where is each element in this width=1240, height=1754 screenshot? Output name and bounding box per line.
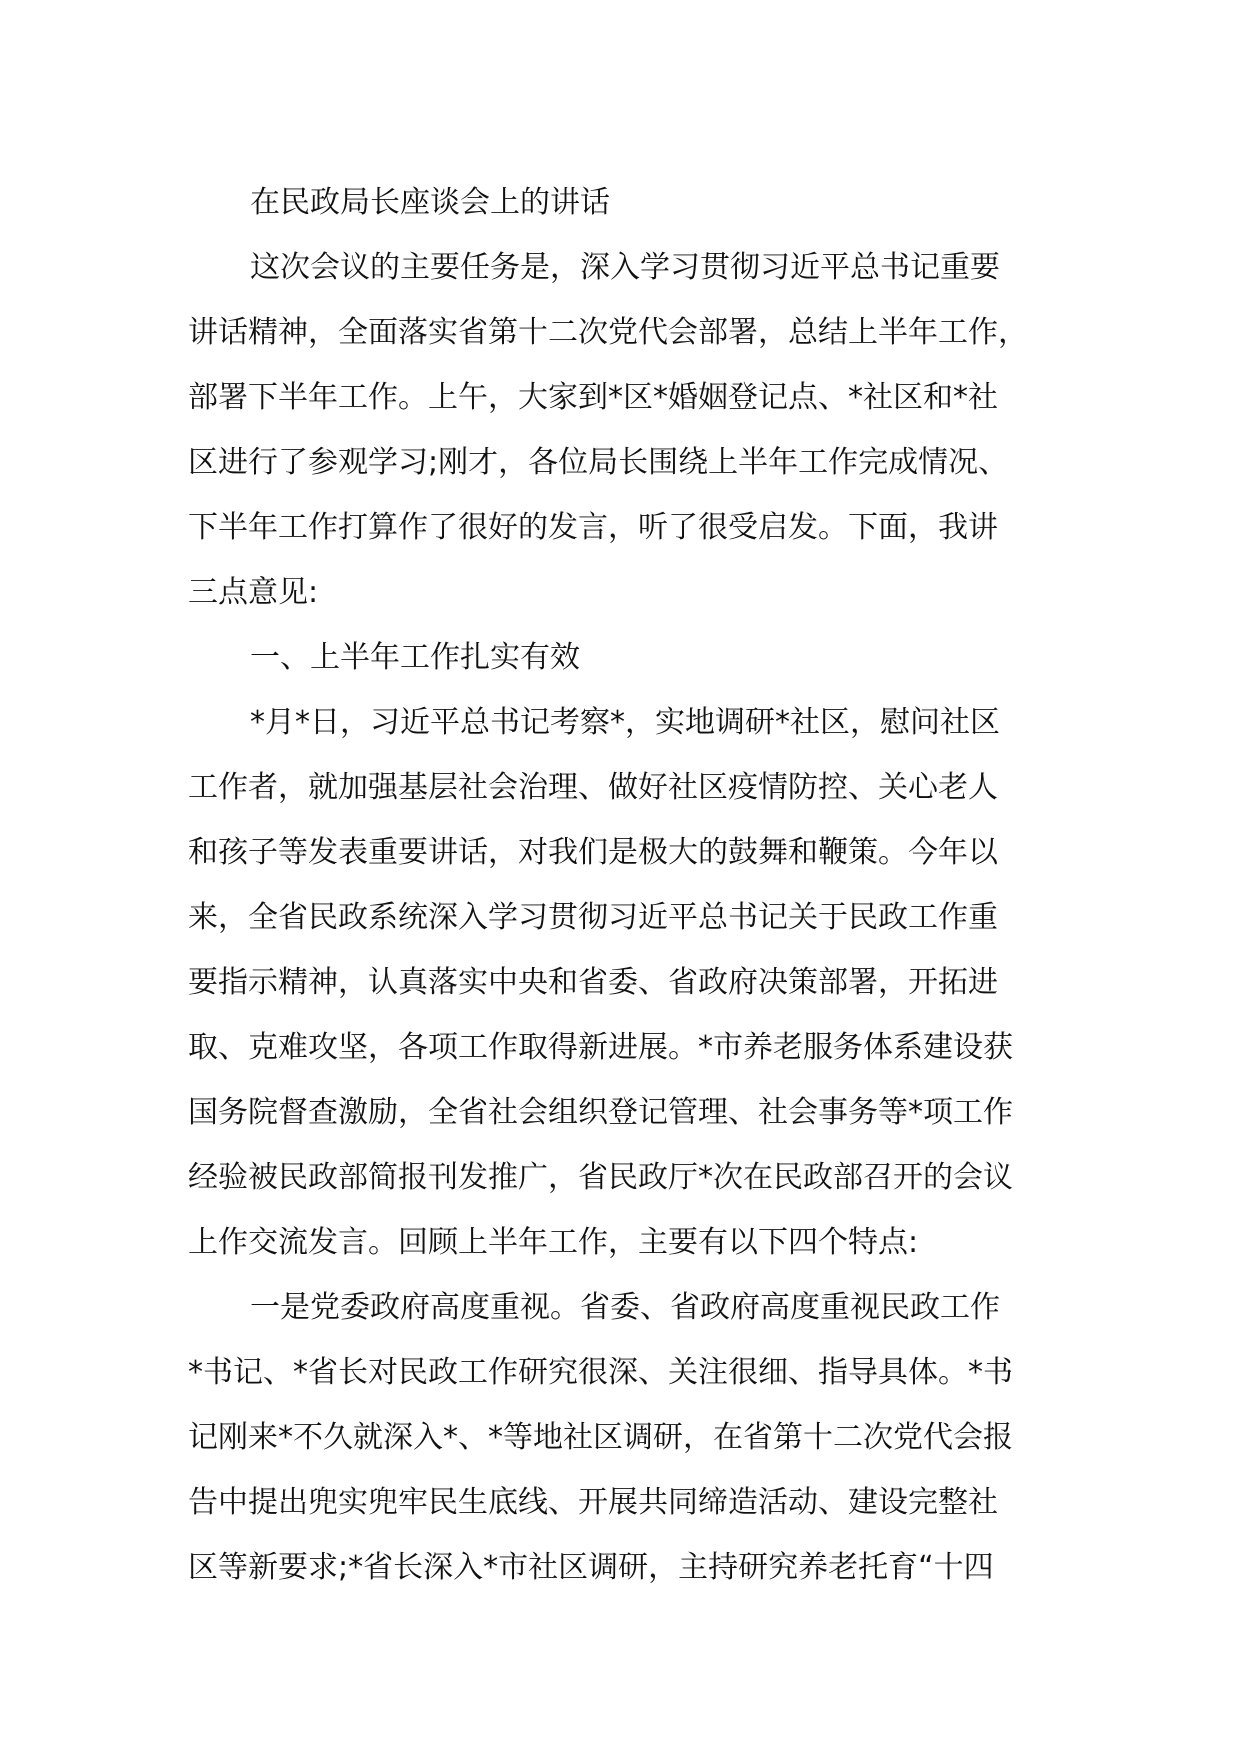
document-body [188,170,1088,1600]
paragraph-line: 三点意见: [188,575,319,610]
paragraph-line: 国务院督查激励，全省社会组织登记管理、社会事务等*项工作 [188,1095,1013,1130]
paragraph-line: 告中提出兜实兜牢民生底线、开展共同缔造活动、建设完整社 [188,1485,998,1520]
paragraph-line: 区进行了参观学习;刚才，各位局长围绕上半年工作完成情况、 [188,445,1009,480]
paragraph-line: 记刚来*不久就深入*、*等地社区调研，在省第十二次党代会报 [188,1420,1013,1455]
section-heading: 一、上半年工作扎实有效 [250,640,580,675]
paragraph-line: 上作交流发言。回顾上半年工作，主要有以下四个特点: [188,1225,919,1260]
document-title: 在民政局长座谈会上的讲话 [250,185,610,220]
paragraph-line: 一是党委政府高度重视。省委、省政府高度重视民政工作 [250,1290,1000,1325]
paragraph-line: 讲话精神，全面落实省第十二次党代会部署，总结上半年工作， [188,315,1028,350]
paragraph-line: 取、克难攻坚，各项工作取得新进展。*市养老服务体系建设获 [188,1030,1013,1065]
paragraph-line: 工作者，就加强基层社会治理、做好社区疫情防控、关心老人 [188,770,998,805]
paragraph-line: 这次会议的主要任务是，深入学习贯彻习近平总书记重要 [250,250,1000,285]
paragraph-line: 区等新要求;*省长深入*市社区调研，主持研究养老托育“十四 [188,1550,994,1585]
paragraph-line: 要指示精神，认真落实中央和省委、省政府决策部署，开拓进 [188,965,998,1000]
paragraph-line: *书记、*省长对民政工作研究很深、关注很细、指导具体。*书 [188,1355,1013,1390]
paragraph-line: 下半年工作打算作了很好的发言，听了很受启发。下面，我讲 [188,510,998,545]
paragraph-line: 经验被民政部简报刊发推广，省民政厅*次在民政部召开的会议 [188,1160,1013,1195]
paragraph-line: 来，全省民政系统深入学习贯彻习近平总书记关于民政工作重 [188,900,998,935]
paragraph-line: 部署下半年工作。上午，大家到*区*婚姻登记点、*社区和*社 [188,380,998,415]
paragraph-line: *月*日，习近平总书记考察*，实地调研*社区，慰问社区 [250,705,1000,740]
paragraph-line: 和孩子等发表重要讲话，对我们是极大的鼓舞和鞭策。今年以 [188,835,998,870]
